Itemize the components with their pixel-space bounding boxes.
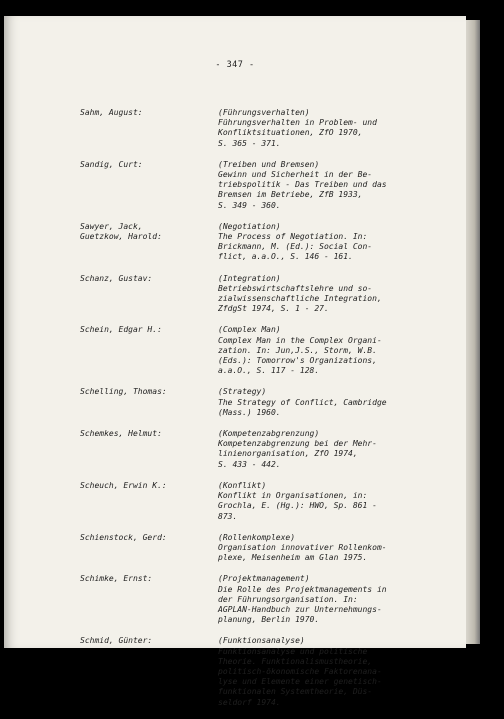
entry-reference-line: Grochla, E. (Hg.): HWO, Sp. 861 - xyxy=(218,501,377,511)
entry-reference-line: (Eds.): Tomorrow's Organizations, xyxy=(218,356,377,366)
page-number: - 347 - xyxy=(215,60,255,70)
bibliography-entry xyxy=(80,222,450,263)
entry-reference-line: Bremsen im Betriebe, ZfB 1933, xyxy=(218,190,363,200)
entry-keyword: (Führungsverhalten) xyxy=(218,108,310,117)
entry-reference-line: lyse und Elemente einer genetisch- xyxy=(218,677,382,687)
entry-author: Schmid, Günter: xyxy=(80,636,153,646)
bibliography-entry xyxy=(80,274,450,315)
bibliography-list xyxy=(80,108,450,719)
entry-keyword: (Projektmanagement) xyxy=(218,574,310,584)
entry-reference xyxy=(218,574,450,625)
bibliography-entry xyxy=(80,429,450,470)
entry-reference-line: flict, a.a.O., S. 146 - 161. xyxy=(218,252,353,262)
entry-keyword: (Complex Man) xyxy=(218,325,281,335)
entry-reference xyxy=(218,222,450,263)
entry-reference-line: Funktionsanalyse und politische xyxy=(218,646,368,656)
entry-reference-line: S. 433 - 442. xyxy=(218,459,281,469)
entry-reference xyxy=(218,533,450,564)
entry-author: Sawyer, Jack, Guetzkow, Harold: xyxy=(80,221,162,242)
bibliography-entry xyxy=(80,574,450,625)
entry-reference-line: triebspolitik - Das Treiben und das xyxy=(218,180,387,190)
bibliography-entry xyxy=(80,636,450,707)
entry-reference-line: Die Rolle des Projektmanagements in xyxy=(218,584,387,594)
entry-reference-line: AGPLAN-Handbuch zur Unternehmungs- xyxy=(218,604,382,614)
entry-reference xyxy=(218,325,450,376)
entry-reference-line: a.a.O., S. 117 - 128. xyxy=(218,366,320,376)
entry-author: Schimke, Ernst: xyxy=(80,574,153,584)
entry-keyword: (Strategy) xyxy=(218,387,267,397)
bibliography-entry xyxy=(80,387,450,418)
entry-reference-line: Gewinn und Sicherheit in der Be- xyxy=(218,170,373,180)
entry-reference xyxy=(218,481,450,522)
entry-reference-line: (Mass.) 1960. xyxy=(218,407,281,417)
entry-keyword: (Konflikt) xyxy=(218,480,267,490)
entry-keyword: (Treiben und Bremsen) xyxy=(218,159,320,169)
entry-reference xyxy=(218,160,450,211)
entry-reference-line: S. 349 - 360. xyxy=(218,200,281,210)
entry-author: Schelling, Thomas: xyxy=(80,387,167,397)
entry-keyword: (Rollenkomplexe) xyxy=(218,532,296,542)
entry-reference-line: plexe, Meisenheim am Glan 1975. xyxy=(218,553,368,563)
entry-reference-line: zation. In: Jun,J.S., Storm, W.B. xyxy=(218,345,377,355)
entry-author: Schein, Edgar H.: xyxy=(80,325,162,335)
entry-keyword: (Funktionsanalyse) xyxy=(218,636,305,646)
entry-reference-line: Complex Man in the Complex Organi- xyxy=(218,335,382,345)
entry-reference-line: The Strategy of Conflict, Cambridge xyxy=(218,397,387,407)
entry-reference-line: 873. xyxy=(218,511,238,521)
entry-reference-line: zialwissenschaftliche Integration, xyxy=(218,294,382,304)
entry-reference xyxy=(218,429,450,470)
bibliography-entry xyxy=(80,325,450,376)
entry-author: Sahm, August: xyxy=(80,108,143,117)
entry-reference xyxy=(218,387,450,418)
entry-author: Schemkes, Helmut: xyxy=(80,429,162,439)
entry-keyword: (Integration) xyxy=(218,273,281,283)
entry-reference-line: ZfdgSt 1974, S. 1 - 27. xyxy=(218,304,329,314)
page-edge xyxy=(466,20,480,644)
bibliography-entry xyxy=(80,481,450,522)
entry-reference-line: der Führungsorganisation. In: xyxy=(218,594,358,604)
entry-reference-line: Brickmann, M. (Ed.): Social Con- xyxy=(218,242,373,252)
entry-reference xyxy=(218,274,450,315)
entry-reference-line: Kompetenzabgrenzung bei der Mehr- xyxy=(218,439,377,449)
entry-reference-line: Theorie. Funktionalismustheorie, xyxy=(218,656,373,666)
bibliography-entry xyxy=(80,108,450,149)
entry-reference-line: planung, Berlin 1970. xyxy=(218,615,320,625)
entry-reference-line: linienorganisation, ZfO 1974, xyxy=(218,449,358,459)
entry-reference-line: Organisation innovativer Rollenkom- xyxy=(218,542,387,552)
entry-reference-line: Konflikt in Organisationen, in: xyxy=(218,491,368,501)
entry-author: Schanz, Gustav: xyxy=(80,273,153,283)
entry-reference xyxy=(218,636,450,707)
entry-author: Scheuch, Erwin K.: xyxy=(80,480,167,490)
entry-reference xyxy=(218,108,450,149)
entry-reference-line: Führungsverhalten in Problem- und xyxy=(218,118,377,128)
book-page xyxy=(4,16,466,707)
entry-reference-line: Betriebswirtschaftslehre und so- xyxy=(218,283,373,293)
bibliography-entry xyxy=(80,160,450,211)
entry-keyword: (Kompetenzabgrenzung) xyxy=(218,429,320,439)
entry-reference-line: funktionalen Systemtheorie, Düs- xyxy=(218,687,373,697)
entry-reference-line: The Process of Negotiation. In: xyxy=(218,232,368,242)
entry-reference-line: politisch-ökonomische Faktorenana- xyxy=(218,666,382,676)
entry-keyword: (Negotiation) xyxy=(218,221,281,231)
entry-reference-line: seldorf 1974. xyxy=(218,697,281,707)
entry-reference-line: Konfliktsituationen, ZfO 1970, xyxy=(218,128,363,138)
entry-author: Schienstock, Gerd: xyxy=(80,532,167,542)
entry-author: Sandig, Curt: xyxy=(80,159,143,169)
entry-reference-line: S. 365 - 371. xyxy=(218,138,281,148)
bibliography-entry xyxy=(80,533,450,564)
